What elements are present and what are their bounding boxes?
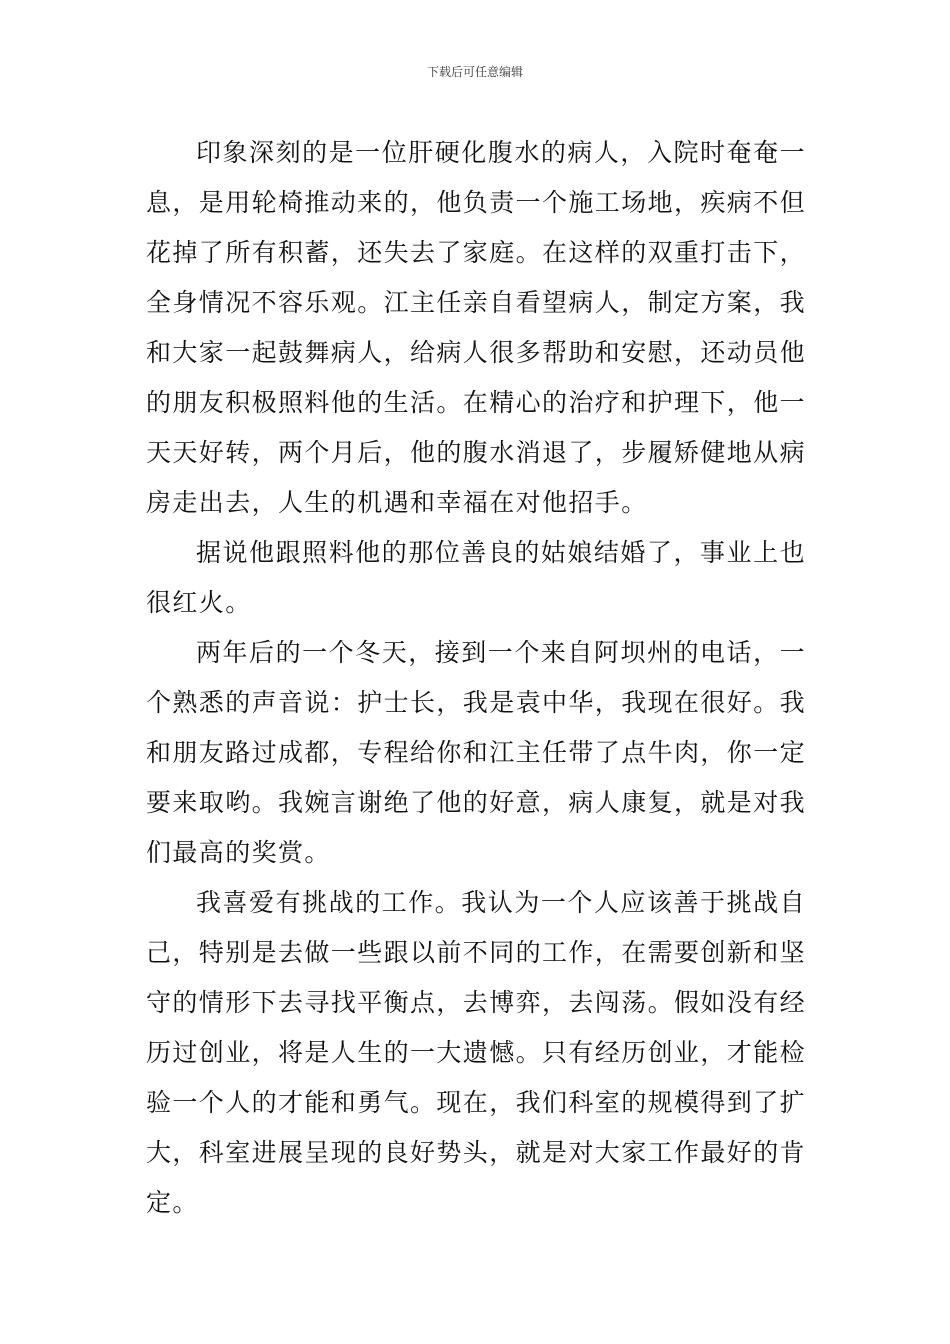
paragraph-challenge: 我喜爱有挑战的工作。我认为一个人应该善于挑战自己，特别是去做一些跟以前不同的工作，在需要创新和坚守的情形下去寻找平衡点，去博弈，去闯荡。假如没有经历过创业，将是人生的一大遗憾。只有经历创业，才能检验一个人的才能和勇气。现在，我们科室的规模得到了扩大，科室进展呈现的良好势头，就是对大家工作最好的肯定。	[146, 888, 807, 1217]
page-header: 下载后可任意编辑	[426, 65, 523, 79]
paragraph-patient-story: 印象深刻的是一位肝硬化腹水的病人，入院时奄奄一息，是用轮椅推动来的，他负责一个施工场地，疾病不但花掉了所有积蓄，还失去了家庭。在这样的双重打击下，全身情况不容乐观。江主任亲自看望病人，制定方案，我和大家一起鼓舞病人，给病人很多帮助和安慰，还动员他的朋友积极照料他的生活。在精心的治疗和护理下，他一天天好转，两个月后，他的腹水消退了，步履矫健地从病房走出去，人生的机遇和幸福在对他招手。	[146, 138, 807, 517]
paragraph-marriage: 据说他跟照料他的那位善良的姑娘结婚了，事业上也很红火。	[146, 538, 806, 617]
paragraph-phone-call: 两年后的一个冬天，接到一个来自阿坝州的电话，一个熟悉的声音说：护士长，我是袁中华，我现在很好。我和朋友路过成都，专程给你和江主任带了点牛肉，你一定要来取哟。我婉言谢绝了他的好意，病人康复，就是对我们最高的奖赏。	[146, 638, 807, 867]
document-body	[146, 128, 806, 1228]
